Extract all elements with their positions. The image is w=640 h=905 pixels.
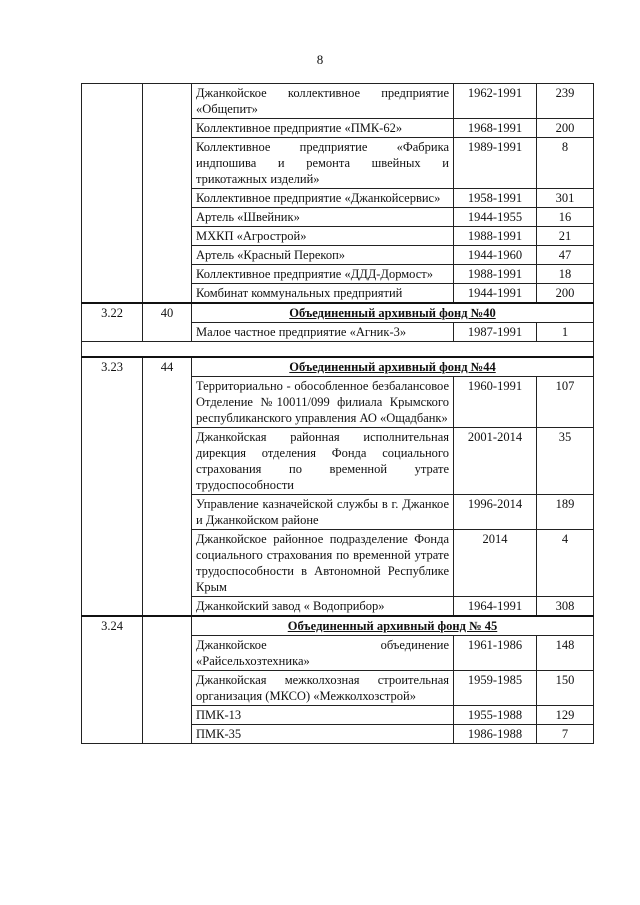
- organization-name: Артель «Швейник»: [192, 208, 454, 227]
- organization-name: Коллективное предприятие «ДДД-Дормост»: [192, 265, 454, 284]
- organization-name: Коллективное предприятие «Фабрика индпошива и ремонта швейных и трикотажных изделий»: [192, 138, 454, 189]
- item-count: 7: [537, 725, 594, 744]
- item-count: 239: [537, 84, 594, 119]
- item-count: 4: [537, 530, 594, 597]
- table-row: [82, 84, 594, 119]
- spacer-cell: [82, 342, 594, 358]
- organization-name: Коллективное предприятие «ПМК-62»: [192, 119, 454, 138]
- date-range: 1961-1986: [454, 636, 537, 671]
- item-count: 107: [537, 377, 594, 428]
- item-count: 21: [537, 227, 594, 246]
- date-range: 1958-1991: [454, 189, 537, 208]
- date-range: 1996-2014: [454, 495, 537, 530]
- item-count: 47: [537, 246, 594, 265]
- item-count: 150: [537, 671, 594, 706]
- date-range: 1960-1991: [454, 377, 537, 428]
- organization-name: Коллективное предприятие «Джанкойсервис»: [192, 189, 454, 208]
- spacer-row: [82, 342, 594, 358]
- item-count: 308: [537, 597, 594, 617]
- organization-name: Джанкойский завод « Водоприбор»: [192, 597, 454, 617]
- archive-table: [81, 83, 594, 744]
- fund-header-row: [82, 357, 594, 377]
- organization-name: Территориально - обособленное безбалансовое Отделение №10011/099 филиала Крымского республиканского управления АО «Ощадбанк»: [192, 377, 454, 428]
- date-range: 1944-1955: [454, 208, 537, 227]
- organization-name: Артель «Красный Перекоп»: [192, 246, 454, 265]
- fund-title: Объединенный архивный фонд № 45: [192, 616, 594, 636]
- section-number: [82, 84, 143, 304]
- section-number: 3.24: [82, 616, 143, 744]
- item-count: 8: [537, 138, 594, 189]
- date-range: 1944-1991: [454, 284, 537, 304]
- organization-name: МХКП «Агрострой»: [192, 227, 454, 246]
- fund-header-row: [82, 303, 594, 323]
- item-count: 1: [537, 323, 594, 342]
- organization-name: Джанкойская районная исполнительная дирекция отделения Фонда социального страхования по временной утрате трудоспособности: [192, 428, 454, 495]
- fund-title: Объединенный архивный фонд №40: [192, 303, 594, 323]
- date-range: 2001-2014: [454, 428, 537, 495]
- date-range: 1988-1991: [454, 265, 537, 284]
- item-count: 35: [537, 428, 594, 495]
- item-count: 301: [537, 189, 594, 208]
- date-range: 1989-1991: [454, 138, 537, 189]
- date-range: 1955-1988: [454, 706, 537, 725]
- organization-name: Джанкойское объединение «Райсельхозтехника»: [192, 636, 454, 671]
- date-range: 1968-1991: [454, 119, 537, 138]
- organization-name: Управление казначейской службы в г. Джанкое и Джанкойском районе: [192, 495, 454, 530]
- fund-number: 40: [143, 303, 192, 342]
- page-number: 8: [316, 52, 324, 67]
- organization-name: Джанкойское районное подразделение Фонда социального страхования по временной утрате трудоспособности в Автономной Республике Крым: [192, 530, 454, 597]
- date-range: 1959-1985: [454, 671, 537, 706]
- fund-header-row: [82, 616, 594, 636]
- date-range: 1988-1991: [454, 227, 537, 246]
- date-range: 1962-1991: [454, 84, 537, 119]
- section-number: 3.22: [82, 303, 143, 342]
- fund-number: [143, 84, 192, 304]
- fund-number: [143, 616, 192, 744]
- fund-title: Объединенный архивный фонд №44: [192, 357, 594, 377]
- date-range: 1944-1960: [454, 246, 537, 265]
- item-count: 200: [537, 119, 594, 138]
- item-count: 189: [537, 495, 594, 530]
- archive-table-body: [82, 84, 594, 744]
- organization-name: ПМК-13: [192, 706, 454, 725]
- date-range: 1986-1988: [454, 725, 537, 744]
- item-count: 18: [537, 265, 594, 284]
- section-number: 3.23: [82, 357, 143, 616]
- organization-name: Малое частное предприятие «Агник-3»: [192, 323, 454, 342]
- organization-name: Джанкойская межколхозная строительная организация (МКСО) «Межколхозстрой»: [192, 671, 454, 706]
- date-range: 1964-1991: [454, 597, 537, 617]
- organization-name: Джанкойское коллективное предприятие «Общепит»: [192, 84, 454, 119]
- date-range: 2014: [454, 530, 537, 597]
- item-count: 129: [537, 706, 594, 725]
- item-count: 148: [537, 636, 594, 671]
- organization-name: Комбинат коммунальных предприятий: [192, 284, 454, 304]
- date-range: 1987-1991: [454, 323, 537, 342]
- fund-number: 44: [143, 357, 192, 616]
- organization-name: ПМК-35: [192, 725, 454, 744]
- item-count: 16: [537, 208, 594, 227]
- item-count: 200: [537, 284, 594, 304]
